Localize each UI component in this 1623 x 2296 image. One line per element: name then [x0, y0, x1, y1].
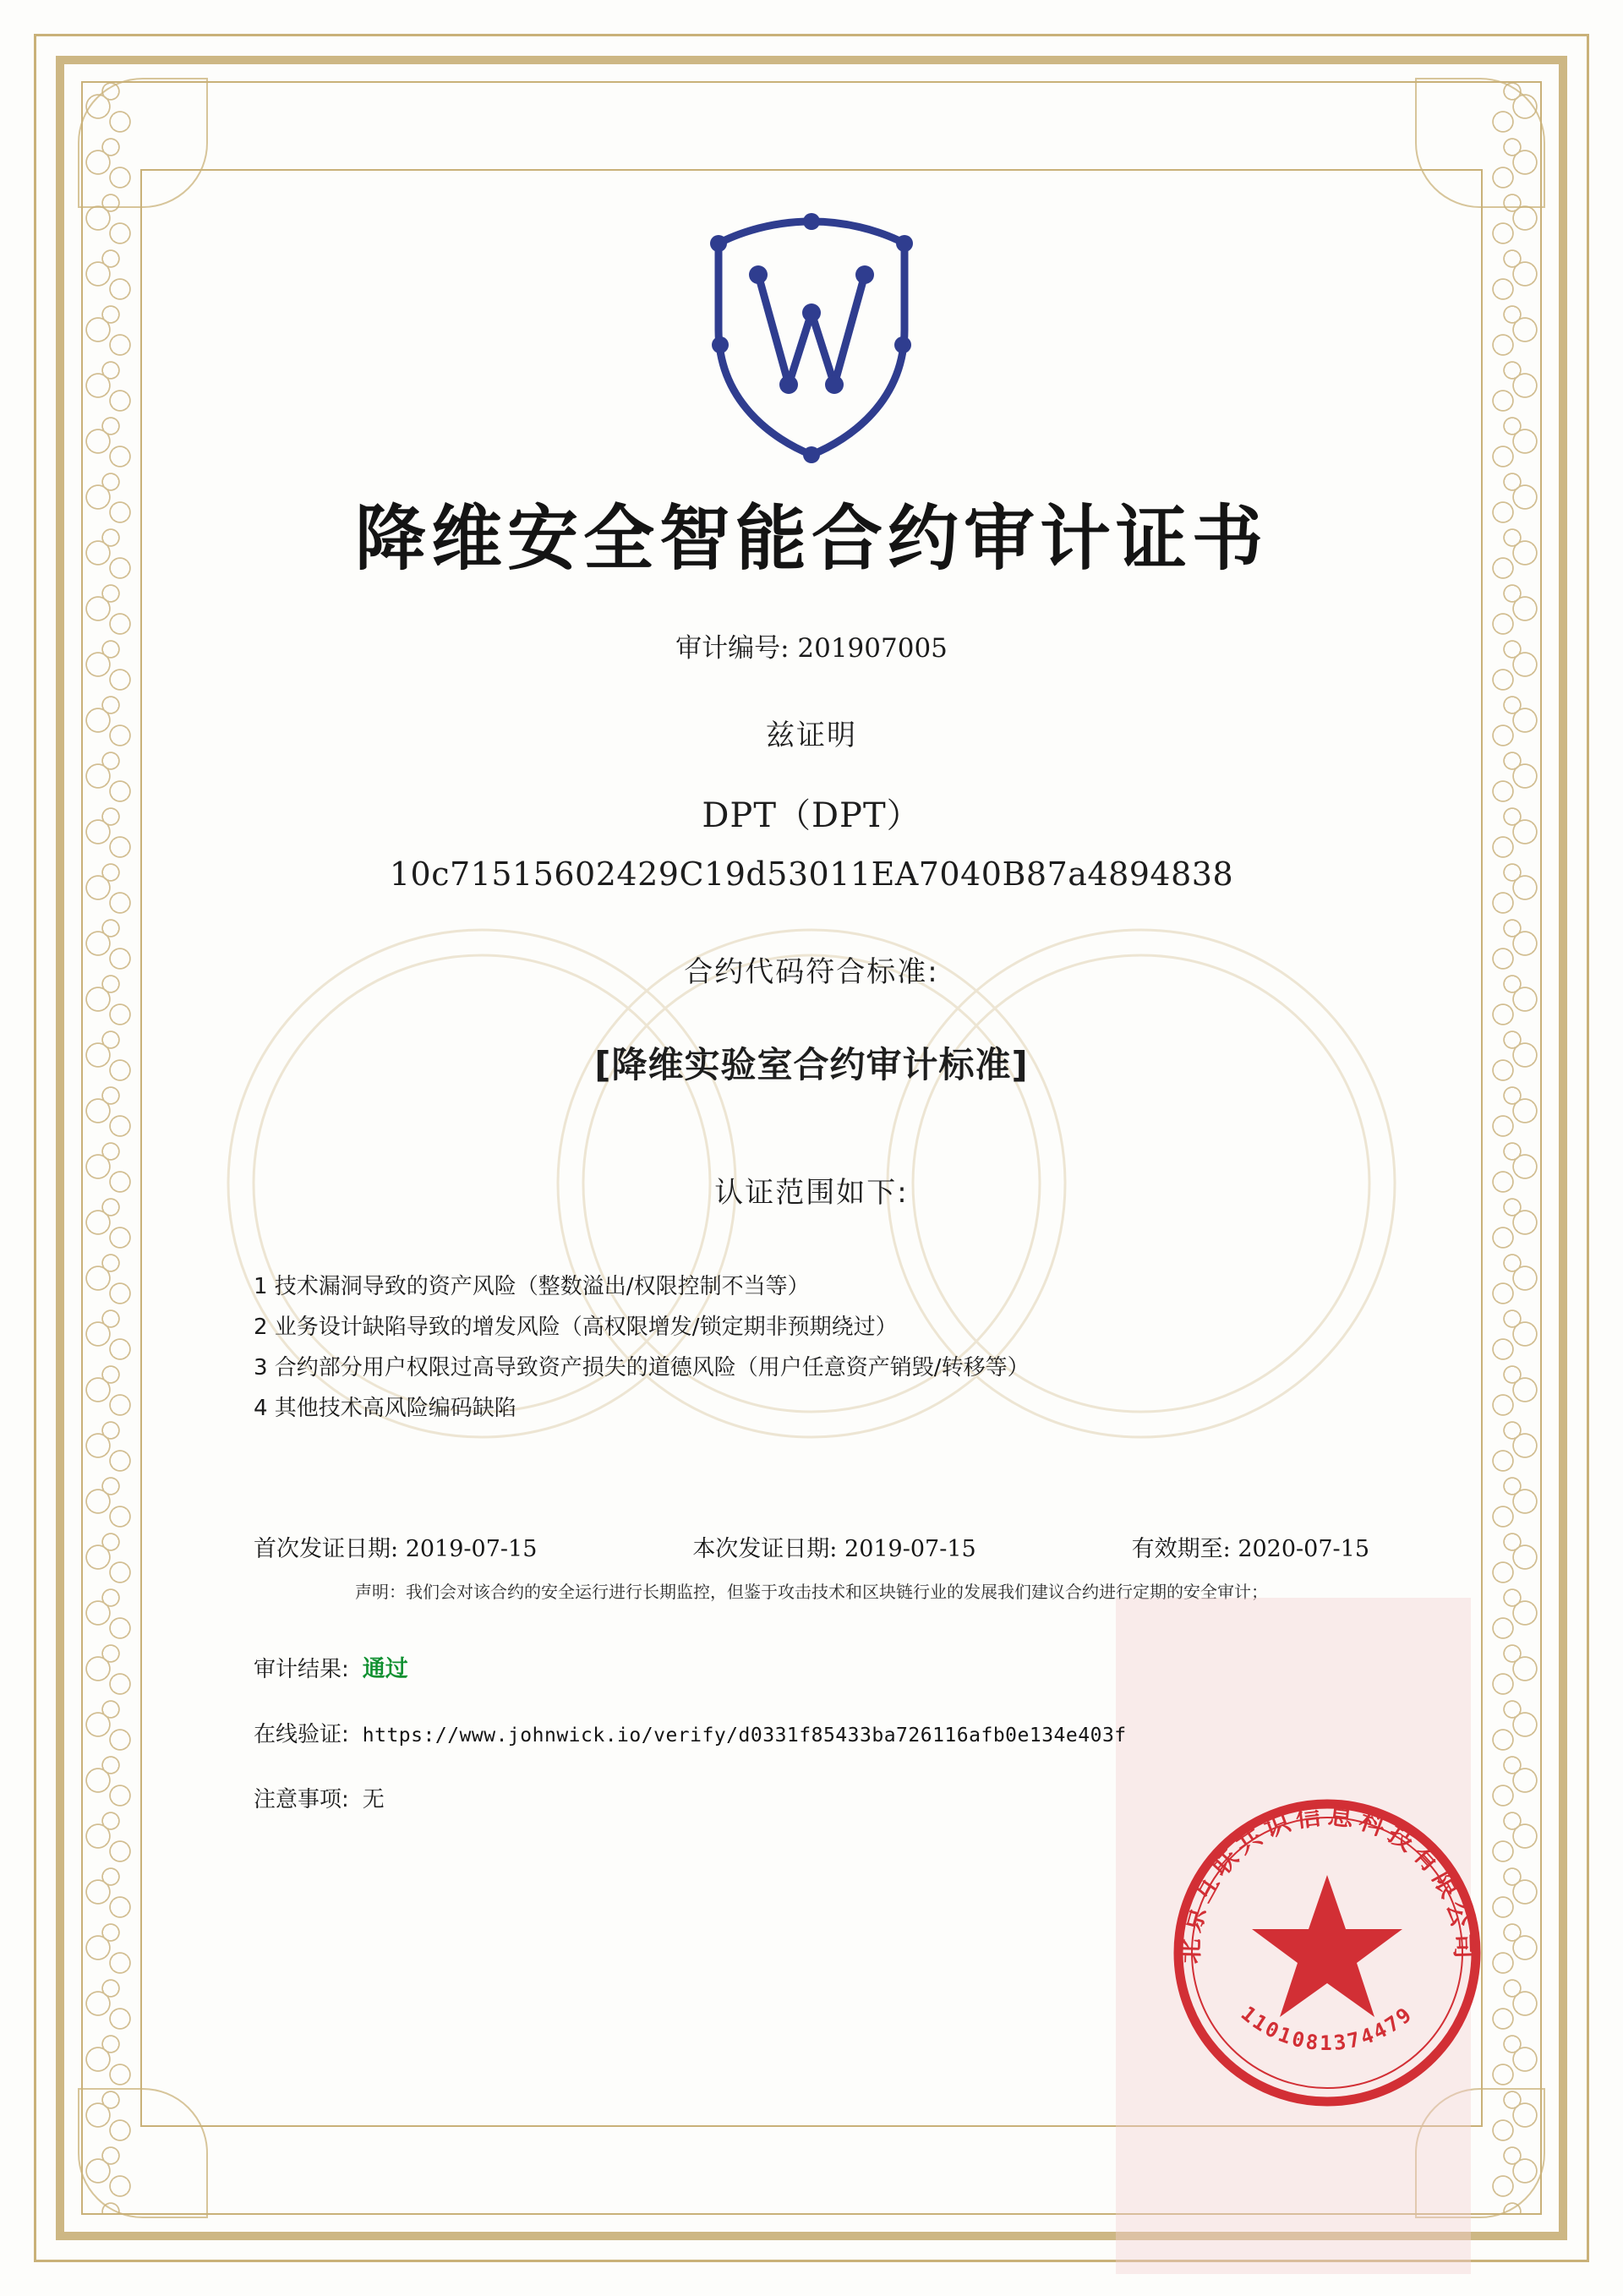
- online-verify-label: 在线验证:: [254, 1722, 349, 1748]
- contract-address: 10c71515602429C19d53011EA7040B87a4894838: [389, 856, 1234, 893]
- expiry-date-value: 2020-07-15: [1238, 1536, 1369, 1563]
- notes-value: 无: [362, 1787, 385, 1813]
- scope-heading: 认证范围如下:: [714, 1176, 909, 1210]
- verify-url[interactable]: https://www.johnwick.io/verify/d0331f85433ba726116afb0e134e403f: [362, 1725, 1127, 1747]
- audit-result-row: [254, 1650, 1454, 1683]
- seal-code-text: 1101081374479: [1236, 2001, 1418, 2055]
- expiry-date-label: 有效期至:: [1131, 1536, 1231, 1563]
- scope-list: [169, 1266, 1454, 1429]
- hereby-certify-text: 兹证明: [766, 719, 857, 752]
- seal-company-text: 北京互联共识信息科技有限公司: [1175, 1801, 1479, 1965]
- page-title: 降维安全智能合约审计证书: [354, 497, 1268, 580]
- first-issue-date-value: 2019-07-15: [405, 1536, 538, 1563]
- first-issue-date-label: 首次发证日期:: [254, 1536, 399, 1563]
- audit-number-value: 201907005: [797, 633, 948, 664]
- list-item: 1 技术漏洞导致的资产风险（整数溢出/权限控制不当等）: [254, 1274, 810, 1299]
- current-issue-date: [692, 1530, 975, 1563]
- list-item: 3 合约部分用户权限过高导致资产损失的道德风险（用户任意资产销毁/转移等）: [254, 1355, 1030, 1381]
- online-verify-row: [254, 1717, 1454, 1748]
- notes-label: 注意事项:: [254, 1787, 349, 1813]
- audit-result-label: 审计结果:: [254, 1657, 349, 1683]
- expiry-date: [1132, 1530, 1369, 1563]
- conformance-text: 合约代码符合标准:: [684, 955, 939, 989]
- project-name: DPT（DPT）: [702, 796, 921, 835]
- list-item: 2 业务设计缺陷导致的增发风险（高权限增发/锁定期非预期绕过）: [254, 1315, 898, 1341]
- current-issue-date-value: 2019-07-15: [844, 1536, 976, 1563]
- standard-name: [降维实验室合约审计标准]: [594, 1044, 1029, 1085]
- audit-number-label: 审计编号:: [675, 633, 790, 664]
- red-official-seal: [1158, 1784, 1496, 2122]
- disclaimer-statement: 声明：我们会对该合约的安全运行进行长期监控，但鉴于攻击技术和区块链行业的发展我们建议合约进行定期的安全审计；: [355, 1582, 1268, 1603]
- status-badge: 通过: [362, 1656, 408, 1683]
- logo-wrapper: [169, 194, 1454, 473]
- current-issue-date-label: 本次发证日期:: [692, 1536, 838, 1563]
- dates-row: [169, 1530, 1454, 1563]
- audit-number: [169, 626, 1454, 664]
- first-issue-date: [254, 1530, 537, 1563]
- johnwick-shield-logo-icon: [697, 203, 926, 465]
- list-item: 4 其他技术高风险编码缺陷: [254, 1396, 516, 1422]
